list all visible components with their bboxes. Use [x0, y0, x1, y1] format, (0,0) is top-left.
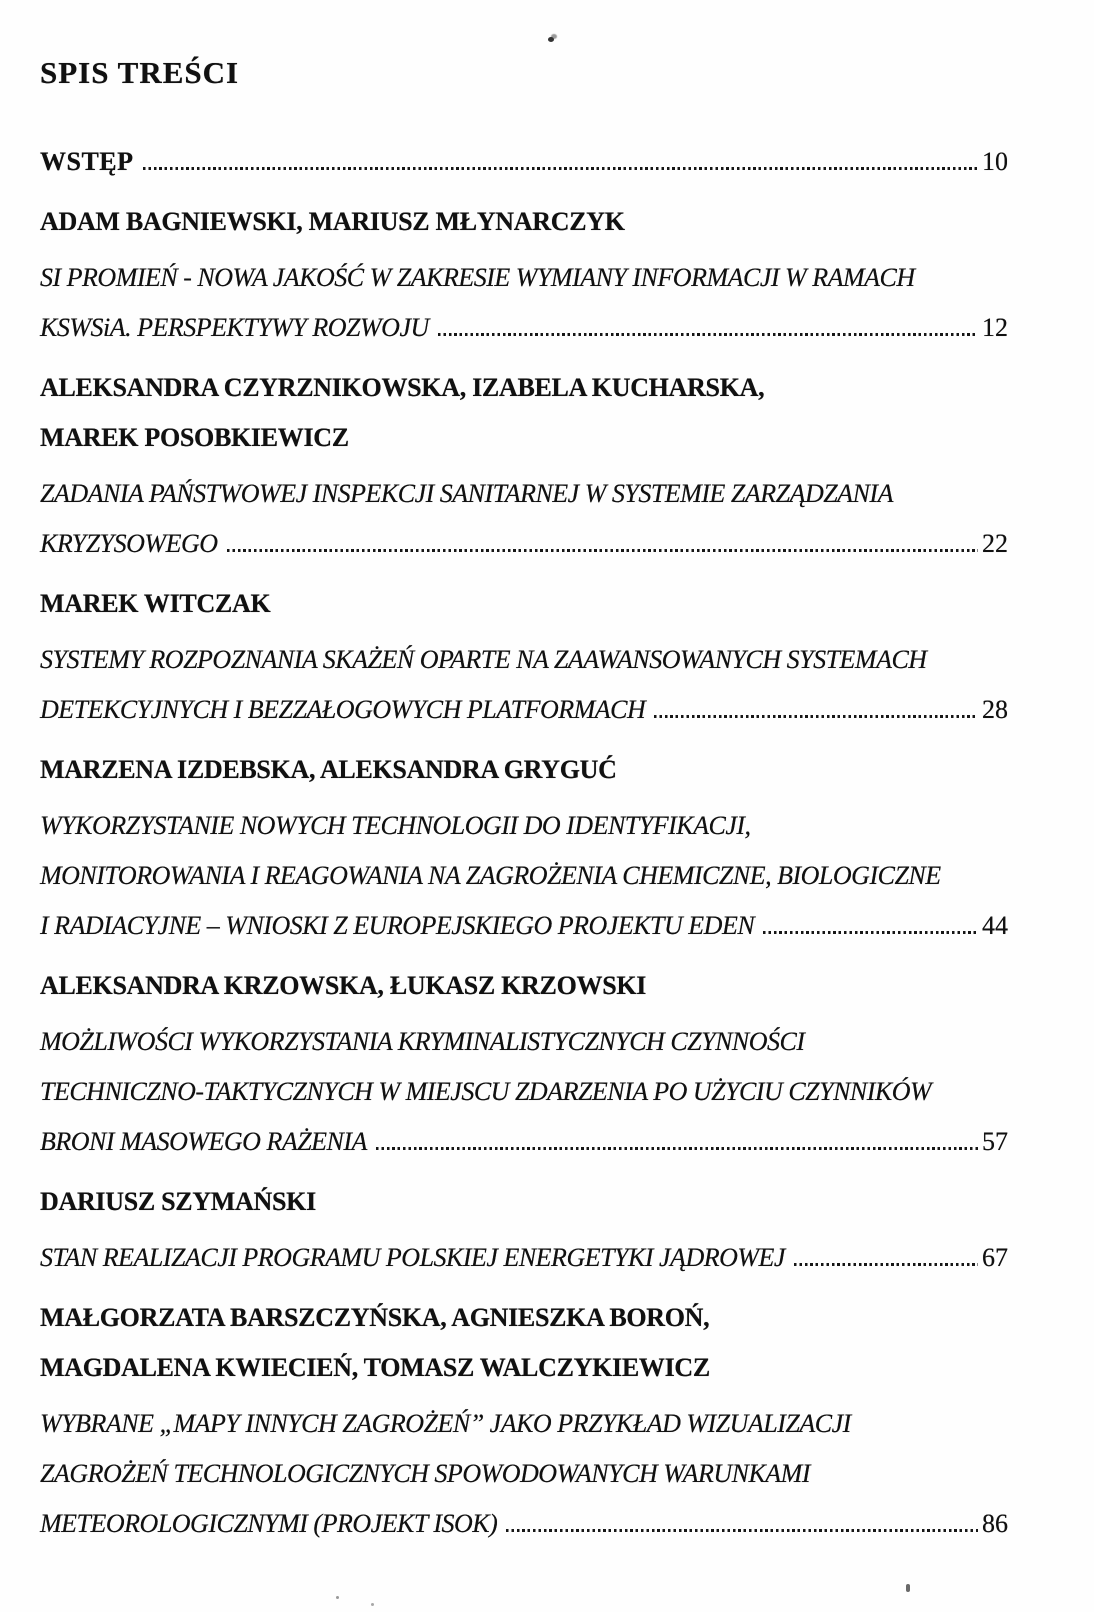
author-line: MARZENA IZDEBSKA, ALEKSANDRA GRYGUĆ [40, 755, 617, 784]
author-line: ALEKSANDRA KRZOWSKA, ŁUKASZ KRZOWSKI [40, 971, 647, 1000]
dot-leader [794, 1262, 978, 1266]
toc-entry-row [40, 685, 1008, 735]
dot-leader [506, 1528, 978, 1532]
toc-entry-title-block [40, 253, 1008, 353]
title-line: MOŻLIWOŚCI WYKORZYSTANIA KRYMINALISTYCZNYCH CZYNNOŚCI [40, 1027, 805, 1056]
toc-entry-title-block [40, 801, 1008, 951]
page-number: 44 [982, 911, 1008, 940]
title-line: WYKORZYSTANIE NOWYCH TECHNOLOGII DO IDENTYFIKACJI, [40, 811, 751, 840]
dot-leader [376, 1146, 978, 1150]
toc-entry-title-block [40, 635, 1008, 735]
title-line: TECHNICZNO-TAKTYCZNYCH W MIEJSCU ZDARZENIA PO UŻYCIU CZYNNIKÓW [40, 1077, 932, 1106]
title-line: SI PROMIEŃ - NOWA JAKOŚĆ W ZAKRESIE WYMIANY INFORMACJI W RAMACH [40, 263, 915, 292]
toc-entry-row [40, 1499, 1008, 1549]
toc-entry [40, 197, 1008, 353]
toc-entry-authors [40, 363, 1008, 463]
scan-speck [371, 1603, 374, 1606]
page-number: 28 [982, 695, 1008, 724]
author-line: ALEKSANDRA CZYRZNIKOWSKA, IZABELA KUCHARSKA, [40, 373, 765, 402]
author-line: DARIUSZ SZYMAŃSKI [40, 1187, 316, 1216]
title-last-line: METEOROLOGICZNYMI (PROJEKT ISOK) [40, 1509, 498, 1538]
toc-entry-row [40, 519, 1008, 569]
author-line: MAREK POSOBKIEWICZ [40, 423, 349, 452]
toc-entry-row [40, 901, 1008, 951]
toc-entry [40, 745, 1008, 951]
toc-entry-title-block [40, 1017, 1008, 1167]
title-last-line: DETEKCYJNYCH I BEZZAŁOGOWYCH PLATFORMACH [40, 695, 646, 724]
title-line: ZADANIA PAŃSTWOWEJ INSPEKCJI SANITARNEJ W SYSTEMIE ZARZĄDZANIA [40, 479, 893, 508]
toc-heading: SPIS TREŚCI [40, 55, 240, 90]
toc-entry-row [40, 1233, 1008, 1283]
title-line: WYBRANE „MAPY INNYCH ZAGROŻEŃ” JAKO PRZYKŁAD WIZUALIZACJI [40, 1409, 851, 1438]
toc-entry [40, 363, 1008, 569]
toc-entry-title-block [40, 469, 1008, 569]
author-line: MAREK WITCZAK [40, 589, 271, 618]
toc-entry [40, 961, 1008, 1167]
page-number: 86 [982, 1509, 1008, 1538]
toc-entry-authors [40, 961, 1008, 1011]
page-number: 57 [982, 1127, 1008, 1156]
title-line: MONITOROWANIA I REAGOWANIA NA ZAGROŻENIA CHEMICZNE, BIOLOGICZNE [40, 861, 941, 890]
dot-leader [763, 930, 978, 934]
title-last-line: BRONI MASOWEGO RAŻENIA [40, 1127, 367, 1156]
scan-speck [906, 1584, 910, 1592]
toc-entry [40, 579, 1008, 735]
dot-leader [227, 548, 978, 552]
author-line: MAŁGORZATA BARSZCZYŃSKA, AGNIESZKA BOROŃ, [40, 1303, 710, 1332]
page-number: 10 [982, 147, 1008, 176]
toc-entry-authors [40, 197, 1008, 247]
author-line: ADAM BAGNIEWSKI, MARIUSZ MŁYNARCZYK [40, 207, 625, 236]
toc-entry-authors [40, 1177, 1008, 1227]
title-last-line: STAN REALIZACJI PROGRAMU POLSKIEJ ENERGETYKI JĄDROWEJ [40, 1243, 785, 1272]
title-line: ZAGROŻEŃ TECHNOLOGICZNYCH SPOWODOWANYCH WARUNKAMI [40, 1459, 810, 1488]
author-line: MAGDALENA KWIECIEŃ, TOMASZ WALCZYKIEWICZ [40, 1353, 710, 1382]
title-last-line: KRYZYSOWEGO [40, 529, 218, 558]
toc-entry-authors [40, 745, 1008, 795]
scan-speck [548, 37, 554, 42]
toc-entry-row [40, 303, 1008, 353]
toc-entry-title-block [40, 1399, 1008, 1549]
scan-speck [336, 1596, 339, 1599]
toc-entry-title-block [40, 1233, 1008, 1283]
toc-entry-row [40, 137, 1008, 187]
toc-entry [40, 1177, 1008, 1283]
page-number: 22 [982, 529, 1008, 558]
dot-leader [654, 714, 978, 718]
toc-entry-title: WSTĘP [40, 147, 134, 176]
title-last-line: I RADIACYJNE – WNIOSKI Z EUROPEJSKIEGO PROJEKTU EDEN [40, 911, 755, 940]
dot-leader [143, 166, 978, 170]
page-number: 12 [982, 313, 1008, 342]
dot-leader [438, 332, 978, 336]
toc-entry-authors [40, 579, 1008, 629]
toc-entry-authors [40, 1293, 1008, 1393]
toc-content [40, 55, 1008, 1559]
toc-entry [40, 1293, 1008, 1549]
toc-entry [40, 137, 1008, 187]
page-number: 67 [982, 1243, 1008, 1272]
title-last-line: KSWSiA. PERSPEKTYWY ROZWOJU [40, 313, 429, 342]
toc-entry-row [40, 1117, 1008, 1167]
title-line: SYSTEMY ROZPOZNANIA SKAŻEŃ OPARTE NA ZAAWANSOWANYCH SYSTEMACH [40, 645, 927, 674]
